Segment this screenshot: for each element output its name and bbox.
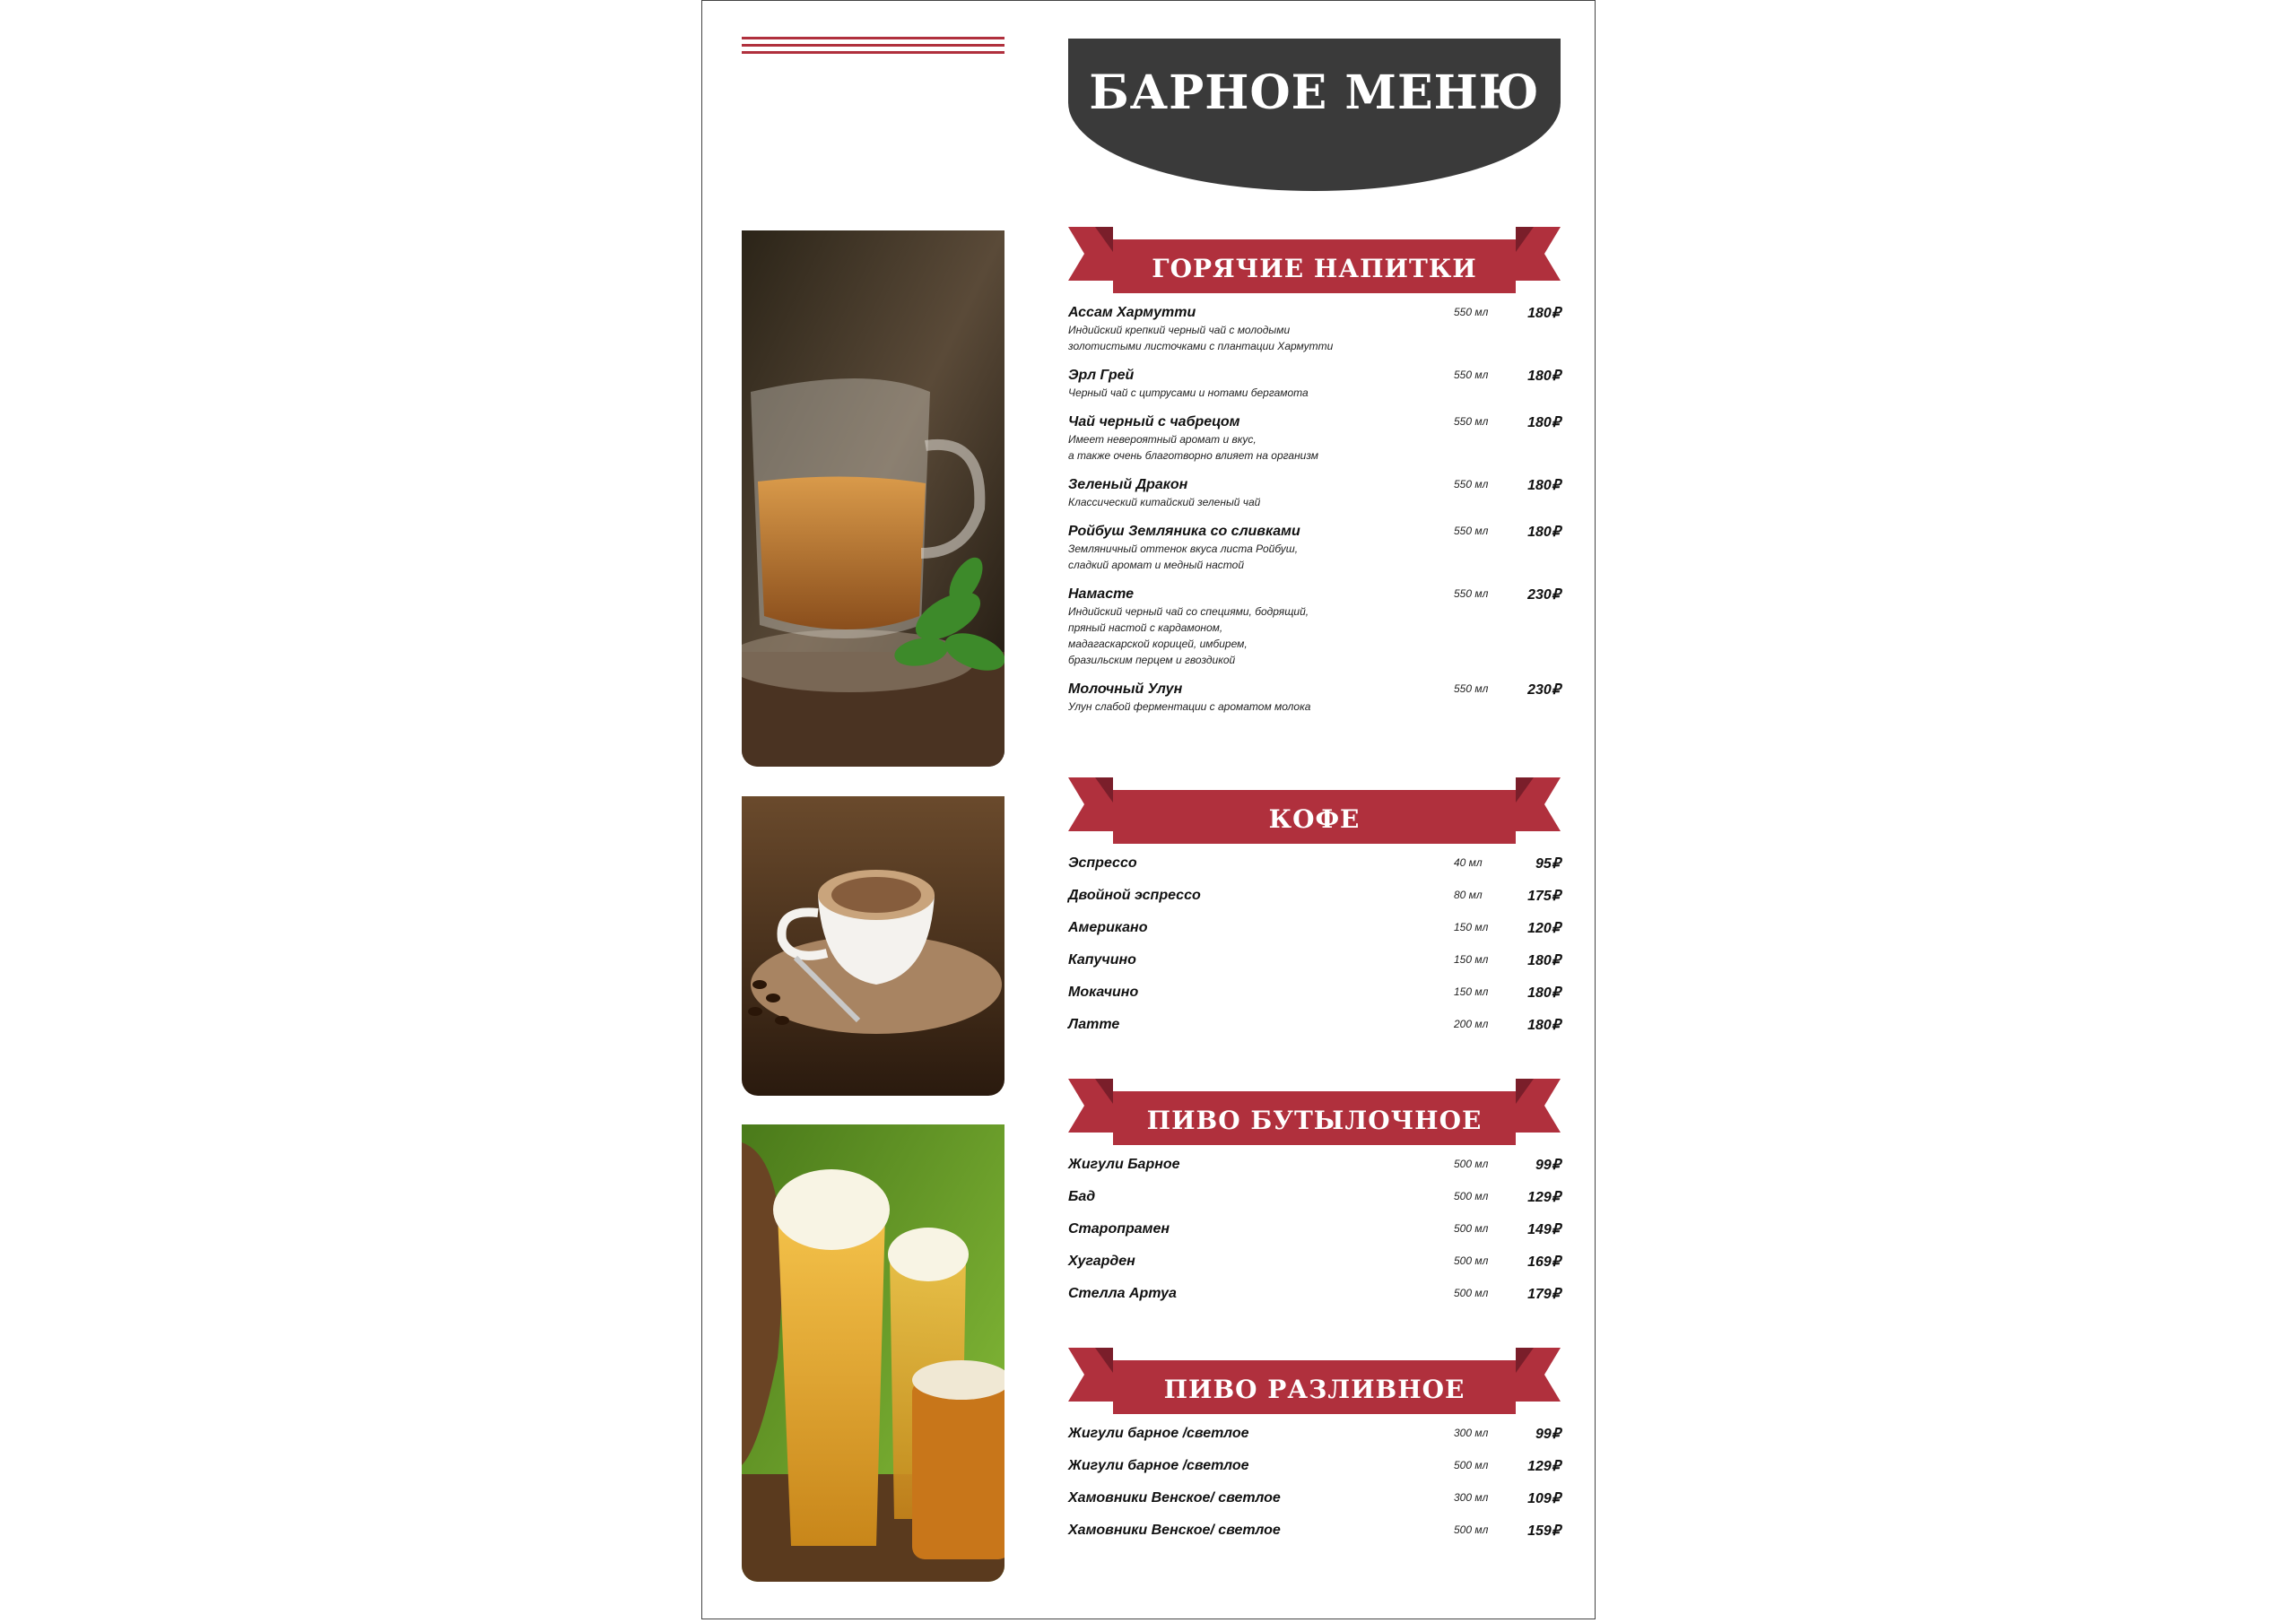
item-volume: 500 мл [1454, 1158, 1489, 1170]
item-description: Классический китайский зеленый чай [1068, 496, 1261, 508]
item-name: Зеленый Дракон [1068, 477, 1188, 492]
menu-item [1068, 476, 1561, 510]
item-volume: 550 мл [1454, 525, 1489, 537]
item-volume: 150 мл [1454, 985, 1489, 998]
item-price: 180₽ [1527, 953, 1561, 968]
item-name: Старопрамен [1068, 1221, 1170, 1237]
item-name: Американо [1068, 920, 1148, 935]
menu-item [1068, 887, 1561, 905]
item-price: 180₽ [1527, 306, 1561, 321]
item-price: 95₽ [1535, 856, 1561, 872]
item-price: 230₽ [1527, 682, 1561, 698]
item-volume: 500 мл [1454, 1254, 1489, 1267]
item-name: Стелла Артуа [1068, 1286, 1177, 1301]
menu-item [1068, 413, 1561, 464]
section-hot-drinks [1068, 227, 1561, 727]
menu-item [1068, 681, 1561, 715]
item-volume: 550 мл [1454, 478, 1489, 490]
item-name: Ассам Хармутти [1068, 305, 1196, 320]
tea-photo [742, 230, 1004, 767]
coffee-photo [742, 796, 1004, 1096]
item-price: 99₽ [1535, 1158, 1561, 1173]
item-name: Чай черный с чабрецом [1068, 414, 1240, 430]
item-price: 180₽ [1527, 1018, 1561, 1033]
item-name: Хамовники Венское/ светлое [1068, 1523, 1281, 1538]
item-name: Жигули барное /светлое [1068, 1426, 1249, 1441]
menu-item [1068, 951, 1561, 969]
item-name: Молочный Улун [1068, 681, 1183, 697]
menu-item [1068, 1457, 1561, 1475]
section-ribbon [1068, 1079, 1561, 1145]
item-description: Индийский черный чай со специями, бодрящий, пряный настой с кардамоном, мадагаскарской корицей, имбирем, бразильским перцем и гвоздикой [1068, 605, 1309, 666]
item-price: 175₽ [1527, 889, 1561, 904]
section-coffee [1068, 777, 1561, 1048]
item-volume: 550 мл [1454, 587, 1489, 600]
item-volume: 500 мл [1454, 1523, 1489, 1536]
item-price: 159₽ [1527, 1523, 1561, 1539]
menu-item [1068, 1220, 1561, 1238]
item-price: 149₽ [1527, 1222, 1561, 1237]
item-name: Бад [1068, 1189, 1096, 1204]
item-price: 99₽ [1535, 1427, 1561, 1442]
item-name: Латте [1068, 1017, 1120, 1032]
item-name: Хугарден [1068, 1254, 1135, 1269]
section-ribbon [1068, 1348, 1561, 1414]
item-description: Имеет невероятный аромат и вкус, а также очень благотворно влияет на организм [1068, 433, 1319, 462]
item-volume: 550 мл [1454, 415, 1489, 428]
item-volume: 200 мл [1454, 1018, 1489, 1030]
item-name: Хамовники Венское/ светлое [1068, 1490, 1281, 1506]
section-title: КОФЕ [1268, 804, 1361, 834]
item-description: Индийский крепкий черный чай с молодыми золотистыми листочками с плантации Хармутти [1068, 324, 1334, 352]
menu-item [1068, 1425, 1561, 1443]
item-volume: 300 мл [1454, 1491, 1489, 1504]
menu-item [1068, 1016, 1561, 1034]
item-name: Жигули Барное [1068, 1157, 1180, 1172]
item-volume: 40 мл [1454, 856, 1483, 869]
page-title: БАРНОЕ МЕНЮ [1089, 65, 1540, 120]
item-name: Намасте [1068, 586, 1134, 602]
menu-item [1068, 919, 1561, 937]
item-description: Земляничный оттенок вкуса листа Ройбуш, сладкий аромат и медный настой [1068, 542, 1299, 571]
section-draft-beer [1068, 1348, 1561, 1554]
item-name: Жигули барное /светлое [1068, 1458, 1249, 1473]
menu-item [1068, 586, 1561, 668]
item-price: 180₽ [1527, 525, 1561, 540]
item-price: 129₽ [1527, 1459, 1561, 1474]
section-title: ПИВО БУТЫЛОЧНОЕ [1146, 1106, 1483, 1135]
item-price: 109₽ [1527, 1491, 1561, 1506]
item-volume: 550 мл [1454, 306, 1489, 318]
menu-item [1068, 304, 1561, 354]
item-name: Мокачино [1068, 985, 1139, 1000]
item-price: 169₽ [1527, 1254, 1561, 1270]
title-banner [1068, 39, 1561, 191]
item-description: Черный чай с цитрусами и нотами бергамота [1068, 386, 1309, 399]
item-name: Ройбуш Земляника со сливками [1068, 524, 1300, 539]
item-name: Эспрессо [1068, 855, 1137, 871]
item-volume: 300 мл [1454, 1427, 1489, 1439]
item-price: 120₽ [1527, 921, 1561, 936]
item-name: Двойной эспрессо [1068, 888, 1201, 903]
item-price: 180₽ [1527, 415, 1561, 430]
menu-item [1068, 984, 1561, 1002]
section-ribbon [1068, 227, 1561, 293]
item-description: Улун слабой ферментации с ароматом молока [1068, 700, 1311, 713]
item-volume: 500 мл [1454, 1222, 1489, 1235]
item-volume: 500 мл [1454, 1190, 1489, 1202]
item-volume: 500 мл [1454, 1459, 1489, 1471]
item-volume: 150 мл [1454, 921, 1489, 933]
menu-item [1068, 855, 1561, 872]
section-title: ГОРЯЧИЕ НАПИТКИ [1152, 254, 1477, 283]
menu-page [701, 0, 1596, 1619]
item-volume: 550 мл [1454, 369, 1489, 381]
item-price: 180₽ [1527, 985, 1561, 1001]
section-ribbon [1068, 777, 1561, 844]
section-bottled-beer [1068, 1079, 1561, 1317]
menu-item [1068, 367, 1561, 401]
item-price: 180₽ [1527, 478, 1561, 493]
item-price: 180₽ [1527, 369, 1561, 384]
menu-item [1068, 1156, 1561, 1174]
beer-photo [742, 1124, 1004, 1582]
menu-item [1068, 523, 1561, 573]
item-price: 129₽ [1527, 1190, 1561, 1205]
menu-item [1068, 1253, 1561, 1271]
item-price: 179₽ [1527, 1287, 1561, 1302]
item-volume: 80 мл [1454, 889, 1483, 901]
decorative-stripes [742, 37, 1004, 58]
menu-item [1068, 1285, 1561, 1303]
item-name: Капучино [1068, 952, 1136, 968]
menu-item [1068, 1188, 1561, 1206]
section-title: ПИВО РАЗЛИВНОЕ [1163, 1375, 1465, 1404]
item-name: Эрл Грей [1068, 368, 1135, 383]
menu-item [1068, 1489, 1561, 1507]
item-volume: 550 мл [1454, 682, 1489, 695]
item-volume: 500 мл [1454, 1287, 1489, 1299]
menu-item [1068, 1522, 1561, 1540]
item-volume: 150 мл [1454, 953, 1489, 966]
item-price: 230₽ [1527, 587, 1561, 603]
